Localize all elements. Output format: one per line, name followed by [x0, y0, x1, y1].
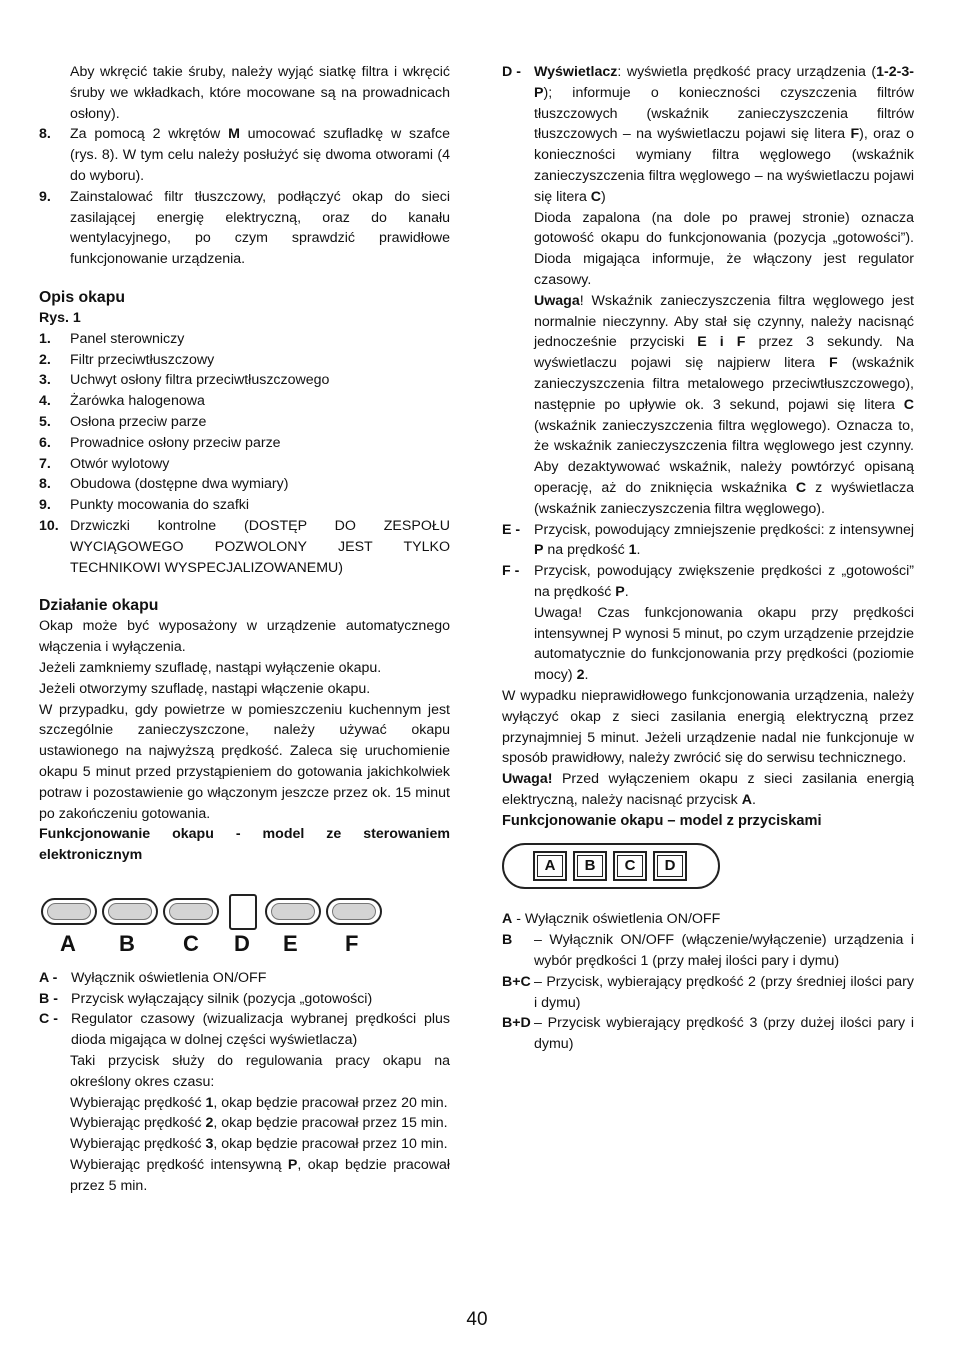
left-column — [39, 62, 450, 1197]
legend-label: B+C — [502, 973, 531, 990]
item-number: 2. — [39, 351, 51, 368]
legend-label: A — [502, 911, 513, 928]
keypad-label: B — [119, 930, 135, 956]
note-bold: C — [903, 396, 914, 413]
paragraph: Jeżeli otworzymy szufladę, nastąpi włączenie okapu. — [39, 680, 371, 697]
legend-text: Przycisk wyłączający silnik (pozycja „gotowości) — [71, 990, 373, 1007]
item-number: 5. — [39, 413, 51, 430]
item-text: Prowadnice osłony przeciw parze — [70, 434, 281, 451]
detail-text: , okap będzie pracował przez 20 min. — [213, 1094, 448, 1111]
legend-text: Regulator czasowy (wizualizacja wybranej prędkości plus dioda migająca w dolnej części wyświetlacza) — [71, 1011, 450, 1049]
keypad-legend — [39, 968, 450, 1197]
detail-text: Wybierając prędkość — [70, 1094, 206, 1111]
key-d: D — [653, 851, 687, 881]
list-item — [39, 412, 450, 433]
item-number: 4. — [39, 393, 51, 410]
key-c: C — [613, 851, 647, 881]
note-bold: F — [828, 355, 838, 372]
step-number: 8. — [39, 126, 51, 143]
legend-text: . — [624, 583, 629, 600]
note-text: (wskaźnik zanieczyszczenia filtra węglowego). Oznacza to, że wskaźnik zanieczyszczenia filtra węglowego jest czynny. Aby dezaktywować wskaźnik, należy powtórzyć opisaną operację, aż do zniknięcia wskaźnika — [534, 417, 914, 496]
legend-item — [39, 1009, 450, 1051]
item-number: 7. — [39, 455, 51, 472]
display-title: Wyświetlacz — [534, 64, 618, 80]
step-bold: M — [228, 126, 240, 143]
legend-text: - Wyłącznik oświetlenia ON/OFF — [512, 911, 721, 928]
timer-detail — [39, 1155, 450, 1197]
keypad-label: E — [283, 930, 298, 956]
item-number: 3. — [39, 372, 51, 389]
legend-label: F - — [502, 563, 520, 580]
note-text: ! Wskaźnik zanieczyszczenia filtra węglowego jest normalnie nieczynny. Aby stał się czynny, należy nacisnąć jednocześnie przyciski — [534, 292, 914, 351]
opis-subheading: Rys. 1 — [39, 309, 81, 326]
list-item — [39, 516, 450, 578]
detail-text: , okap będzie pracował przez 15 min. — [213, 1115, 448, 1132]
step-text: Zainstalować filtr tłuszczowy, podłączyć okap do sieci zasilającej energię elektryczną, oraz do kanału wentylacyjnego, po czym sprawdzić prawidłowe funkcjonowanie urządzenia. — [70, 188, 450, 268]
item-text: Obudowa (dostępne dwa wymiary) — [70, 476, 289, 493]
legend-text: Przycisk, powodujący zwiększenie prędkości z „gotowości” na prędkość — [534, 563, 914, 600]
page-number: 40 — [466, 1309, 488, 1330]
legend-bold: P — [615, 583, 625, 600]
legend-item — [502, 930, 914, 972]
electronic-keypad-illustration — [39, 888, 450, 960]
keypad-label: F — [345, 930, 359, 956]
note-text: . — [584, 667, 589, 684]
item-text: Filtr przeciwtłuszczowy — [70, 351, 215, 368]
intensive-speed-note — [502, 603, 914, 686]
item-text: Drzwiczki kontrolne (DOSTĘP DO ZESPOŁU WYCIĄGOWEGO POZWOLONY JEST TYLKO TECHNIKOWI WYSPECJALIZOWANEMU) — [70, 517, 450, 576]
note-bold: C — [795, 479, 807, 496]
button-b-illustration — [102, 898, 158, 925]
item-text: Uchwyt osłony filtra przeciwtłuszczowego — [70, 372, 330, 389]
legend-label: A - — [39, 969, 58, 986]
legend-text: – Przycisk wybierający prędkość 3 (przy dużej ilości pary i dymu) — [534, 1015, 914, 1053]
legend-bold: 1-2-3-P — [534, 64, 914, 101]
button-a-illustration — [41, 898, 97, 925]
legend-label: C - — [39, 1011, 58, 1028]
note-text: z wyświetlacza (wskaźnik zanieczyszczenia filtra węglowego). — [534, 479, 914, 517]
legend-text: ) — [601, 188, 606, 205]
note-text: (wskaźnik zanieczyszczenia filtra metalowego przeciwtłuszczowego), następnie po upływie ok. 3 sekund, pojawi się litera — [534, 355, 914, 413]
list-item — [39, 433, 450, 454]
list-item — [39, 495, 450, 516]
legend-label: B — [502, 932, 513, 949]
legend-text: Wyłącznik oświetlenia ON/OFF — [71, 969, 267, 986]
filter-indicator-note — [502, 291, 914, 520]
intro-text: Aby wkręcić takie śruby, należy wyjąć siatkę filtra i wkręcić śruby we wkładkach, które mocowane są na prowadnicach osłony). — [70, 64, 450, 122]
timer-detail — [39, 1113, 450, 1134]
legend-text: : wyświetla prędkość pracy urządzenia ( — [617, 64, 877, 80]
detail-bold: 3 — [205, 1136, 214, 1153]
opis-heading: Opis okapu — [39, 288, 126, 306]
warning-bold: Uwaga! — [502, 771, 553, 788]
electronic-heading: Funkcjonowanie okapu - model ze sterowaniem elektronicznym — [39, 826, 450, 864]
legend-item — [502, 1013, 914, 1055]
legend-text: Przycisk, powodujący zmniejszenie prędkości: z intensywnej — [534, 521, 914, 538]
note-bold: 2 — [576, 667, 585, 684]
paragraph: Okap może być wyposażony w urządzenie automatycznego włączenia i wyłączenia. — [39, 618, 450, 656]
detail-bold: 2 — [205, 1115, 214, 1132]
legend-item — [502, 909, 914, 930]
button-c-illustration — [163, 898, 219, 925]
right-column — [502, 62, 914, 1055]
warning-bold: A — [741, 791, 752, 808]
legend-text: ); informuje o konieczności czyszczenia filtrów tłuszczowych (wskaźnik zanieczyszczenia filtrów tłuszczowych – na wyświetlaczu pojawi się litera — [534, 84, 914, 143]
warning-paragraph — [502, 769, 914, 811]
timer-detail — [39, 1051, 450, 1093]
detail-text: , okap będzie pracował przez 10 min. — [213, 1136, 448, 1153]
key-b: B — [573, 851, 607, 881]
item-text: Osłona przeciw parze — [70, 413, 207, 430]
key-a: A — [533, 851, 567, 881]
diode-description: Dioda zapalona (na dole po prawej stronie) oznacza gotowość okapu do funkcjonowania (pozycja „gotowości”). Dioda migająca informuje, że włączony jest regulator czasowy. — [534, 209, 914, 288]
legend-item-d — [502, 62, 914, 208]
legend-text: ), oraz o konieczności wymiany filtra węglowego (wskaźnik zanieczyszczenia filtra węglowego – na wyświetlaczu pojawi się litera — [534, 126, 914, 205]
item-number: 9. — [39, 497, 51, 514]
item-text: Żarówka halogenowa — [70, 393, 205, 410]
legend-bold: C — [590, 188, 602, 205]
legend-label: E - — [502, 521, 521, 538]
note-text: przez 3 sekundy. Na wyświetlaczu pojawi się najpierw litera — [534, 334, 914, 372]
legend-item-f — [502, 561, 914, 603]
detail-bold: 1 — [205, 1094, 214, 1111]
legend-bold: P — [534, 542, 544, 559]
list-item — [39, 474, 450, 495]
legend-label: D - — [502, 64, 521, 80]
list-item — [39, 350, 450, 371]
legend-bold: 1 — [628, 542, 637, 559]
keypad-label: D — [234, 930, 250, 956]
legend-text: . — [636, 542, 641, 559]
detail-text: Wybierając prędkość — [70, 1136, 206, 1153]
legend-item — [39, 989, 450, 1010]
legend-item-e — [502, 520, 914, 562]
button-legend — [502, 909, 914, 1055]
install-step — [39, 187, 450, 270]
detail-text: , okap będzie pracował przez 5 min. — [70, 1157, 450, 1194]
note-bold: E i F — [697, 334, 746, 351]
detail-text: Wybierając prędkość intensywną — [70, 1157, 288, 1174]
item-number: 6. — [39, 434, 51, 451]
item-text: Punkty mocowania do szafki — [70, 497, 250, 514]
list-item — [39, 329, 450, 350]
timer-detail — [39, 1134, 450, 1155]
detail-text: Wybierając prędkość — [70, 1115, 206, 1132]
legend-text: – Wyłącznik ON/OFF (włączenie/wyłączenie) urządzenia i wybór prędkości 1 (przy małej ilości pary i dymu) — [534, 932, 914, 970]
warning-text: . — [751, 791, 756, 808]
paragraph: W przypadku, gdy powietrze w pomieszczeniu kuchennym jest szczególnie zanieczyszczone, należy używać okapu ustawionego na najwyższą prędkość. Zaleca się uruchomienie okapu 5 minut przed przystąpieniem do gotowania jakichkolwiek potraw i pozostawienie go włączonym jeszcze przez ok. 15 minut po zakończeniu gotowania. — [39, 701, 450, 822]
detail-text: Taki przycisk służy do regulowania pracy okapu na określony okres czasu: — [70, 1053, 450, 1090]
step-text: Za pomocą 2 wkrętów — [70, 126, 229, 143]
step-text: umocować szufladkę w szafce (rys. 8). W tym celu należy posłużyć się dwoma otworami (4 do wyboru). — [70, 126, 450, 184]
paragraph: Jeżeli zamkniemy szufladę, nastąpi wyłączenie okapu. — [39, 659, 382, 676]
keypad-label: A — [60, 930, 76, 956]
legend-text: – Przycisk, wybierający prędkość 2 (przy średniej ilości pary i dymu) — [534, 973, 914, 1011]
list-item — [39, 454, 450, 475]
warning-text: Przed wyłączeniem okapu z sieci zasilania energią elektryczną, należy nacisnąć przycisk — [502, 771, 914, 808]
legend-label: B - — [39, 990, 58, 1007]
timer-detail — [39, 1093, 450, 1114]
button-e-illustration — [265, 898, 321, 925]
legend-label: B+D — [502, 1015, 531, 1032]
malfunction-paragraph: W wypadku nieprawidłowego funkcjonowania urządzenia, należy wyłączyć okap z sieci zasilania energią elektryczną przez przynajmniej 5 minut. Jeżeli urządzenie nadal nie funkcjonuje w sposób prawidłowy, należy zwrócić się do serwisu technicznego. — [502, 687, 914, 767]
parts-list — [39, 329, 450, 579]
display-d-illustration — [229, 894, 257, 930]
list-item — [39, 370, 450, 391]
legend-bold: F — [850, 126, 860, 143]
keypad-label: C — [183, 930, 199, 956]
item-text: Panel sterowniczy — [70, 330, 185, 347]
item-number: 8. — [39, 476, 51, 493]
button-panel-illustration — [502, 843, 720, 889]
legend-item — [502, 972, 914, 1014]
item-text: Otwór wylotowy — [70, 455, 170, 472]
item-number: 10. — [39, 517, 59, 534]
detail-bold: P — [287, 1157, 298, 1174]
step-number: 9. — [39, 188, 51, 205]
dzialanie-heading: Działanie okapu — [39, 597, 159, 615]
install-step — [39, 124, 450, 186]
item-number: 1. — [39, 330, 51, 347]
note-bold: Uwaga — [534, 292, 580, 309]
note-text: Uwaga! Czas funkcjonowania okapu przy prędkości intensywnej P wynosi 5 minut, po czym urządzenie przejdzie automatycznie do funkcjonowania przy prędkości (poziomie mocy) — [534, 604, 914, 684]
button-f-illustration — [326, 898, 382, 925]
legend-text: na prędkość — [543, 542, 629, 559]
legend-item — [39, 968, 450, 989]
list-item — [39, 391, 450, 412]
buttons-heading: Funkcjonowanie okapu – model z przyciskami — [502, 812, 822, 829]
